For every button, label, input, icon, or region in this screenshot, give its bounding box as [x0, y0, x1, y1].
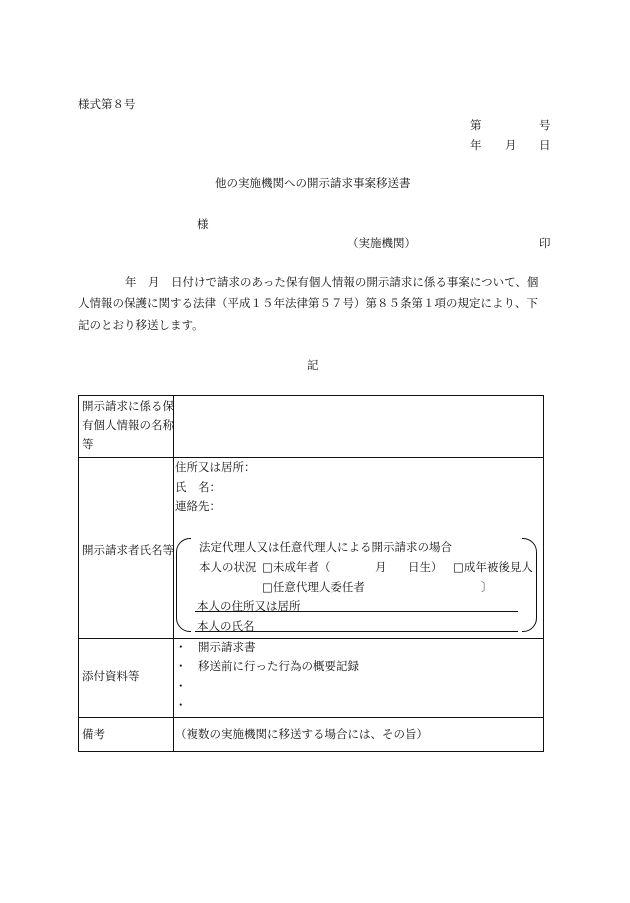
doc-number-suffix: 号 [539, 118, 551, 132]
adult-ward-checkbox-label: □成年被後見人 [453, 560, 533, 574]
date-month: 月 [505, 138, 517, 152]
agent-heading: 法定代理人又は任意代理人による開示請求の場合 [199, 540, 452, 554]
attachment-item: ・ [175, 679, 187, 693]
row-requester-label: 開示請求者氏名等 [82, 543, 174, 557]
row-info-name-label [82, 397, 174, 454]
seal-mark: 印 [539, 236, 551, 250]
row-attachments-label: 添付資料等 [82, 669, 140, 683]
body-line-1: 年 月 日付けで請求のあった保有個人情報の開示請求に係る事案について、個 [125, 275, 539, 289]
date-day: 日 [539, 138, 551, 152]
row-info-name-label-line-2: 有個人情報の名称 [82, 418, 174, 432]
attachment-item: ・ 開示請求書 [175, 640, 256, 654]
row-divider-2 [79, 638, 543, 639]
ki-heading: 記 [307, 358, 319, 372]
body-line-2: 人情報の保護に関する法律（平成１５年法律第５７号）第８５条第１項の規定により、下 [78, 296, 538, 310]
minor-checkbox-label: □未成年者（ [262, 560, 331, 574]
date-year: 年 [470, 138, 482, 152]
attachment-item: ・ [175, 698, 187, 712]
doc-number-prefix: 第 [470, 118, 482, 132]
requester-name-label: 氏 名： [175, 480, 221, 494]
person-address-line [195, 611, 518, 612]
row-remarks-label: 備考 [82, 727, 105, 741]
row-info-name-label-line-1: 開示請求に係る保 [82, 399, 174, 413]
birth-month-label: 月 [375, 560, 387, 574]
addressee-honorific: 様 [197, 217, 209, 231]
transfer-details-table [78, 395, 544, 752]
person-name-line [195, 631, 518, 632]
row-divider-3 [79, 717, 543, 718]
sender-organization: （実施機関） [347, 236, 416, 250]
closing-bracket: 〕 [481, 580, 493, 594]
voluntary-agent-checkbox-label: □任意代理人委任者 [262, 580, 365, 594]
row-info-name-label-line-3: 等 [82, 437, 94, 451]
birth-day-label: 日生） [408, 560, 443, 574]
row-divider-1 [79, 457, 543, 458]
body-line-3: 記のとおり移送します。 [78, 318, 204, 332]
person-status-label: 本人の状況 [199, 560, 257, 574]
attachment-item: ・ 移送前に行った行為の概要記録 [175, 659, 359, 673]
form-number: 様式第８号 [78, 97, 136, 111]
person-name-label: 本人の氏名 [197, 619, 255, 633]
requester-address-label: 住所又は居所： [175, 460, 256, 474]
requester-contact-label: 連絡先： [175, 499, 221, 513]
remarks-note: （複数の実施機関に移送する場合には、その旨） [175, 727, 428, 741]
person-address-label: 本人の住所又は居所 [197, 599, 301, 613]
document-title: 他の実施機関への開示請求事案移送書 [215, 176, 411, 190]
